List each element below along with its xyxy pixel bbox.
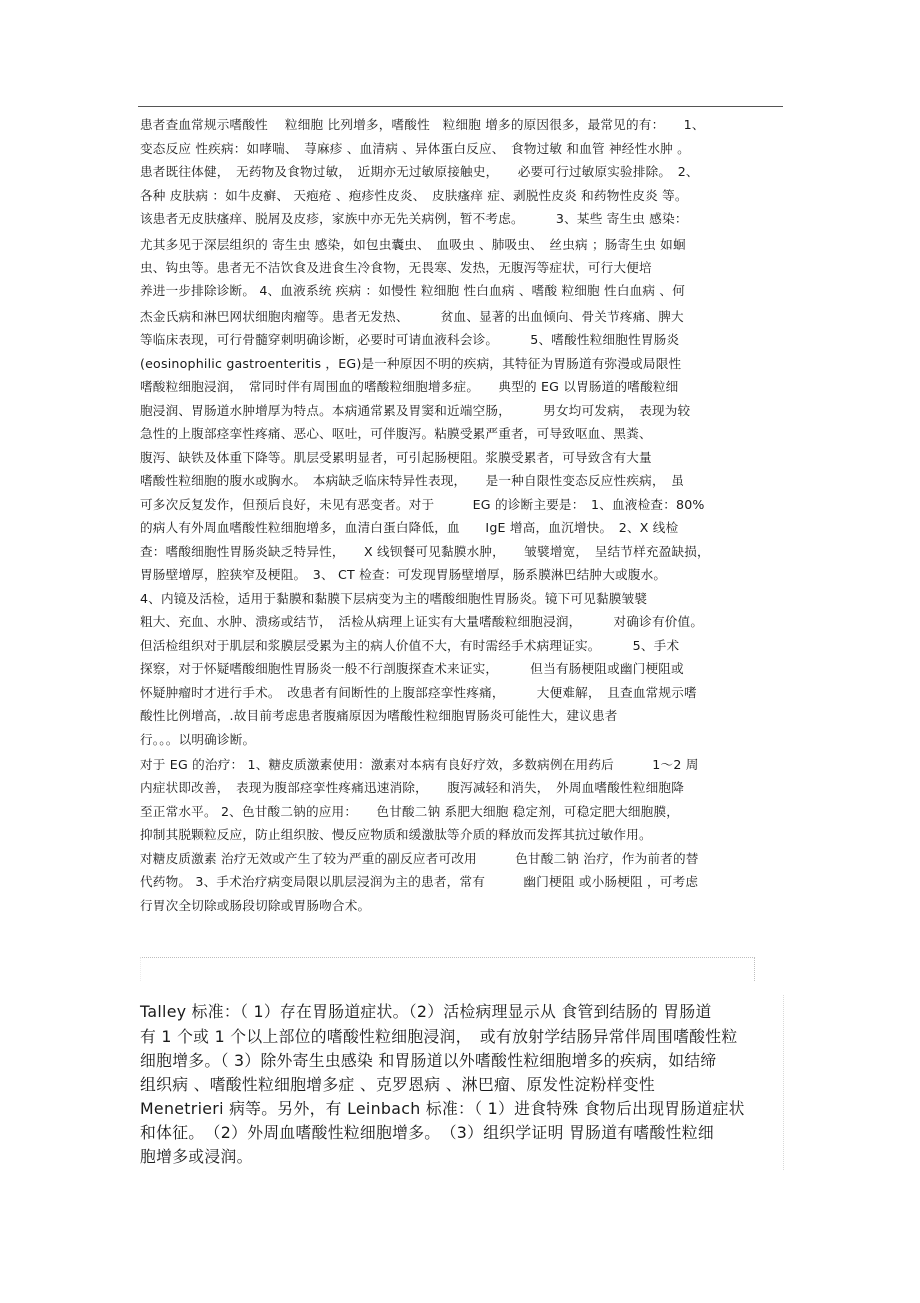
top-rule: [138, 106, 783, 107]
body-line: 杰金氏病和淋巴网状细胞肉瘤等。患者无发热、 贫血、显著的出血倾向、骨关节疼痛、脾大: [140, 309, 684, 324]
body-line: 胞浸润、胃肠道水肿增厚为特点。本病通常累及胃窦和近端空肠， 男女均可发病， 表现为较: [140, 403, 691, 418]
body-line: 患者既往体健， 无药物及食物过敏， 近期亦无过敏原接触史， 必要可行过敏原实验排除。 2、: [140, 164, 699, 179]
body-line: 胃肠壁增厚，腔狭窄及梗阻。 3、 CT 检查：可发现胃肠壁增厚，肠系膜淋巴结肿大或腹水。: [140, 567, 667, 582]
criteria-line: 和体征。 （2）外周血嗜酸性粒细胞增多。 （3）组织学证明 胃肠道有嗜酸性粒细: [140, 1123, 714, 1142]
body-line: 但活检组织对于肌层和浆膜层受累为主的病人价值不大，有时需经手术病理证实。 5、手术: [140, 638, 680, 653]
criteria-line: Talley 标准：（ 1）存在胃肠道症状。（2）活检病理显示从 食管到结肠的 胃肠道: [140, 1002, 712, 1021]
page-break-box: [140, 957, 755, 981]
body-line: 虫、钩虫等。患者无不洁饮食及进食生冷食物，无畏寒、发热，无腹泻等症状，可行大便培: [140, 260, 652, 275]
body-line: 嗜酸性粒细胞的腹水或胸水。 本病缺乏临床特异性表现， 是一种自限性变态反应性疾病， 虽: [140, 473, 685, 488]
body-line: 可多次反复发作，但预后良好，未见有恶变者。对于 EG 的诊断主要是： 1、血液检查：80%: [140, 497, 705, 512]
criteria-line: 组织病 、嗜酸性粒细胞增多症 、克罗恩病 、淋巴瘤、原发性淀粉样变性: [140, 1075, 655, 1094]
body-line: 嗜酸粒细胞浸润， 常同时伴有周围血的嗜酸粒细胞增多症。 典型的 EG 以胃肠道的嗜酸粒细: [140, 379, 679, 394]
body-line: 患者查血常规示嗜酸性 粒细胞 比列增多，嗜酸性 粒细胞 增多的原因很多，最常见的有： 1、: [140, 117, 705, 132]
body-line: 尤其多见于深层组织的 寄生虫 感染，如包虫囊虫、 血吸虫 、肺吸虫、 丝虫病 ；肠寄生虫 如蛔: [140, 237, 686, 252]
body-line: (eosinophilic gastroenteritis ，EG)是一种原因不明的疾病，其特征为胃肠道有弥漫或局限性: [140, 356, 682, 371]
body-line: 等临床表现，可行骨髓穿刺明确诊断，必要时可请血液科会诊。 5、嗜酸性粒细胞性胃肠炎: [140, 332, 680, 347]
criteria-line: 有 1 个或 1 个以上部位的嗜酸性粒细胞浸润， 或有放射学结肠异常伴周围嗜酸性粒: [140, 1027, 738, 1046]
body-line: 粗大、充血、水肿、溃疡或结节， 活检从病理上证实有大量嗜酸粒细胞浸润， 对确诊有价值。: [140, 614, 704, 629]
body-line: 对糖皮质激素 治疗无效或产生了较为严重的副反应者可改用 色甘酸二钠 治疗，作为前者的替: [140, 851, 699, 866]
body-line: 怀疑肿瘤时才进行手术。 改患者有间断性的上腹部痉挛性疼痛， 大便难解， 且查血常规示嗜: [140, 685, 697, 700]
body-line: 腹泻、缺铁及体重下降等。肌层受累明显者，可引起肠梗阻。浆膜受累者，可导致含有大量: [140, 450, 652, 465]
body-line: 变态反应 性疾病：如哮喘、 荨麻疹 、血清病 、异体蛋白反应、 食物过敏 和血管 神经性水肿 。: [140, 141, 690, 156]
body-line: 行胃次全切除或肠段切除或胃肠吻合术。: [140, 898, 371, 913]
body-line: 至正常水平。 2、色甘酸二钠的应用： 色甘酸二钠 系肥大细胞 稳定剂，可稳定肥大细胞膜，: [140, 804, 680, 819]
criteria-line: 细胞增多。（ 3）除外寄生虫感染 和胃肠道以外嗜酸性粒细胞增多的疾病，如结缔: [140, 1051, 717, 1070]
body-line: 养进一步排除诊断。 4、血液系统 疾病 ：如慢性 粒细胞 性白血病 、嗜酸 粒细胞 性白血病 、何: [140, 283, 685, 298]
body-line: 内症状即改善， 表现为腹部痉挛性疼痛迅速消除， 腹泻减轻和消失， 外周血嗜酸性粒细胞降: [140, 780, 685, 795]
body-line: 酸性比例增高，.故目前考虑患者腹痛原因为嗜酸性粒细胞胃肠炎可能性大，建议患者: [140, 708, 618, 723]
body-line: 抑制其脱颗粒反应，防止组织胺、慢反应物质和缓激肽等介质的释放而发挥其抗过敏作用。: [140, 827, 652, 842]
criteria-line: Menetrieri 病等。另外，有 Leinbach 标准：（ 1）进食特殊 食物后出现胃肠道症状: [140, 1099, 745, 1118]
body-line: 4、内镜及活检，适用于黏膜和黏膜下层病变为主的嗜酸细胞性胃肠炎。镜下可见黏膜皱襞: [140, 591, 648, 606]
body-line: 的病人有外周血嗜酸性粒细胞增多，血清白蛋白降低，血 IgE 增高，血沉增快。 2、X 线检: [140, 520, 679, 535]
body-line: 探察，对于怀疑嗜酸细胞性胃肠炎一般不行剖腹探查术来证实， 但当有肠梗阻或幽门梗阻或: [140, 661, 684, 676]
body-line: 该患者无皮肤瘙痒、脱屑及皮疹，家族中亦无先关病例，暂不考虑。 3、某些 寄生虫 感染：: [140, 211, 688, 226]
body-line: 代药物。 3、手术治疗病变局限以肌层浸润为主的患者，常有 幽门梗阻 或小肠梗阻 ，可考虑: [140, 874, 699, 889]
criteria-line: 胞增多或浸润。: [140, 1147, 253, 1166]
body-line: 查：嗜酸细胞性胃肠炎缺乏特异性， X 线钡餐可见黏膜水肿， 皱襞增宽， 呈结节样充盈缺损，: [140, 544, 710, 559]
body-line: 对于 EG 的治疗： 1、糖皮质激素使用：激素对本病有良好疗效，多数病例在用药后 1～2 周: [140, 757, 699, 772]
body-line: 行。。。以明确诊断。: [140, 732, 256, 747]
body-line: 各种 皮肤病 ：如牛皮癣、 天疱疮 、疱疹性皮炎、 皮肤瘙痒 症、剥脱性皮炎 和药物性皮炎 等。: [140, 188, 688, 203]
body-line: 急性的上腹部痉挛性疼痛、恶心、呕吐，可伴腹泻。粘膜受累严重者，可导致呕血、黑粪、: [140, 426, 652, 441]
